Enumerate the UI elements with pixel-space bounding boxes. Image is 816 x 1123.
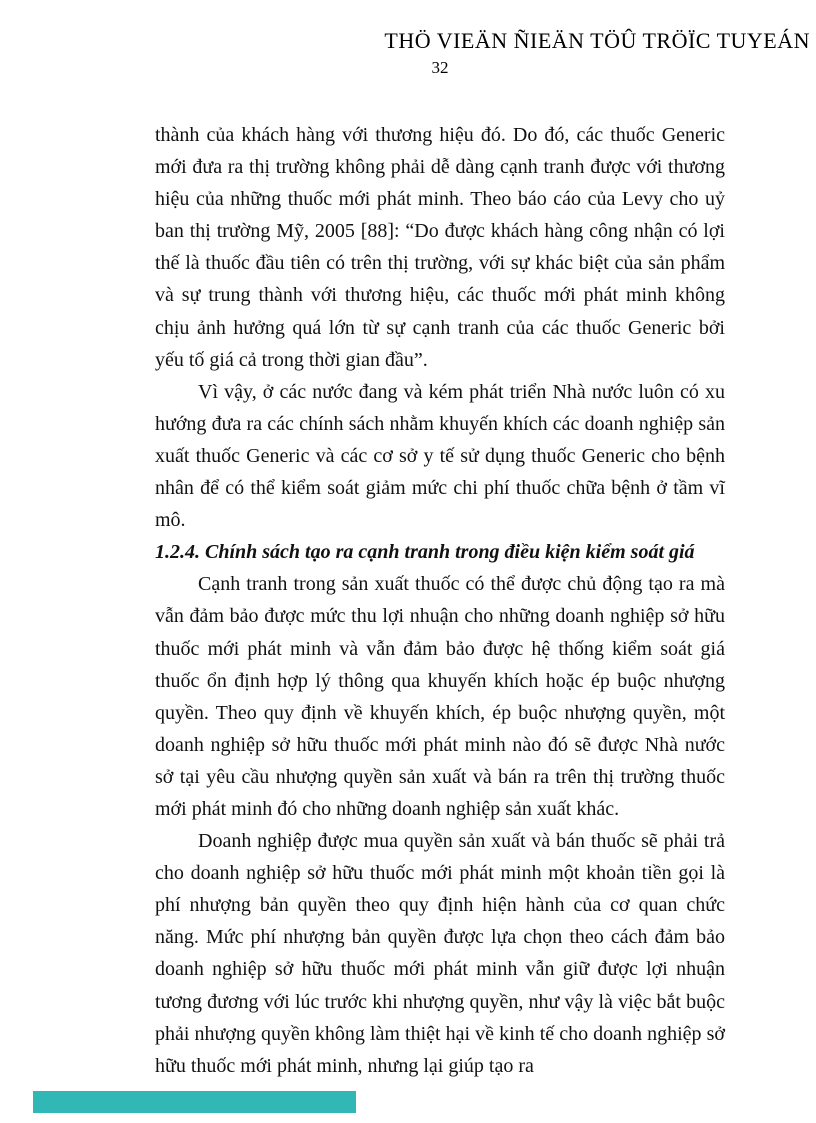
paragraph-continuation: thành của khách hàng với thương hiệu đó. Do đó, các thuốc Generic mới đưa ra thị trường không phải dễ dàng cạnh tranh được với thương hiệu của những thuốc mới phát minh. Theo báo cáo của Levy cho uỷ ban thị trường Mỹ, 2005 [88]: “Do được khách hàng công nhận có lợi thế là thuốc đầu tiên có trên thị trường, với sự khác biệt của sản phẩm và sự trung thành với thương hiệu, các thuốc mới phát minh không chịu ảnh hưởng quá lớn từ sự cạnh tranh của các thuốc Generic bởi yếu tố giá cả trong thời gian đầu”.	[155, 124, 725, 371]
paragraph: Cạnh tranh trong sản xuất thuốc có thể được chủ động tạo ra mà vẫn đảm bảo được mức thu lợi nhuận cho những doanh nghiệp sở hữu thuốc mới phát minh và vẫn đảm bảo được hệ thống kiểm soát giá thuốc ổn định hợp lý thông qua khuyến khích hoặc ép buộc nhượng quyền. Theo quy định về khuyến khích, ép buộc nhượng quyền, một doanh nghiệp sở hữu thuốc mới phát minh nào đó sẽ được Nhà nước sở tại yêu cầu nhượng quyền sản xuất và bán ra trên thị trường thuốc mới phát minh đó cho những doanh nghiệp sản xuất khác.	[155, 573, 725, 820]
section-heading: 1.2.4. Chính sách tạo ra cạnh tranh trong điều kiện kiểm soát giá	[155, 541, 695, 564]
document-body	[155, 119, 725, 1082]
library-watermark-text: THÖ VIEÄN ÑIEÄN TÖÛ TRÖÏC TUYEÁN	[384, 28, 810, 53]
paragraph: Vì vậy, ở các nước đang và kém phát triển Nhà nước luôn có xu hướng đưa ra các chính sách nhằm khuyến khích các doanh nghiệp sản xuất thuốc Generic và các cơ sở y tế sử dụng thuốc Generic cho bệnh nhân để có thể kiểm soát giảm mức chi phí thuốc chữa bệnh ở tầm vĩ mô.	[155, 380, 725, 532]
paragraph: Doanh nghiệp được mua quyền sản xuất và bán thuốc sẽ phải trả cho doanh nghiệp sở hữu thuốc mới phát minh một khoản tiền gọi là phí nhượng bản quyền theo quy định hiện hành của cơ quan chức năng. Mức phí nhượng bản quyền được lựa chọn theo cách đảm bảo doanh nghiệp sở hữu thuốc mới phát minh vẫn giữ được lợi nhuận tương đương với lúc trước khi nhượng quyền, như vậy là việc bắt buộc phải nhượng quyền không làm thiệt hại về kinh tế cho doanh nghiệp sở hữu thuốc mới phát minh, nhưng lại giúp tạo ra	[155, 830, 725, 1077]
page-number: 32	[431, 58, 449, 77]
footer-highlight-bar	[33, 1091, 356, 1113]
